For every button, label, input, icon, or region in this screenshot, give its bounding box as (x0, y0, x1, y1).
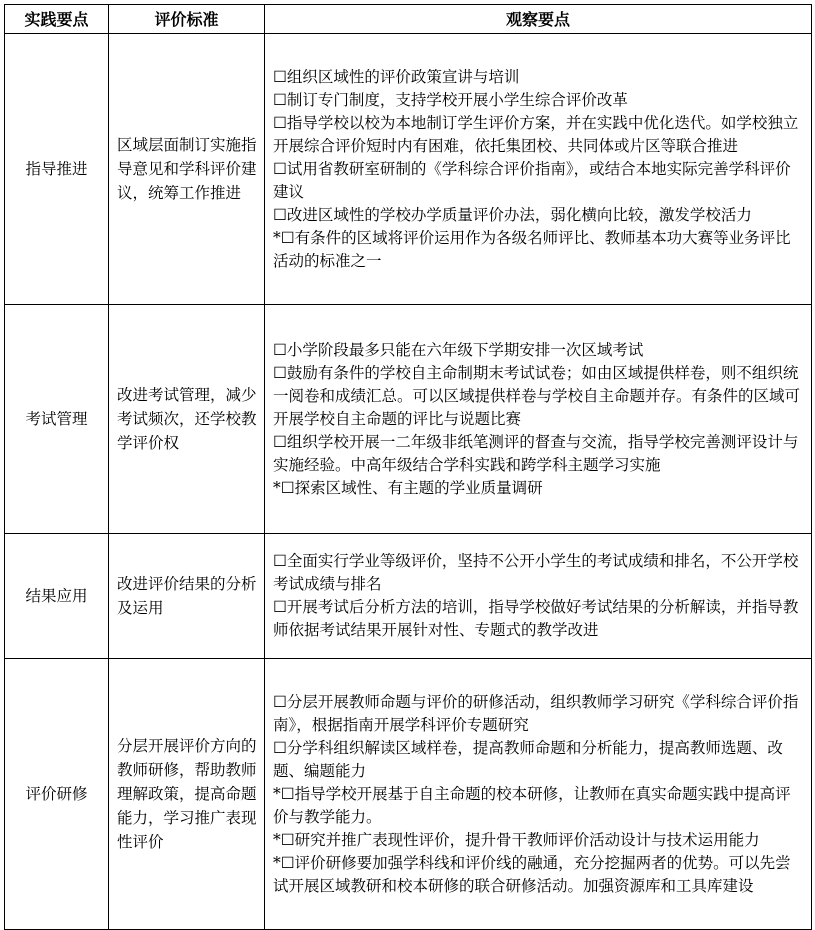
evaluation-table (4, 4, 812, 930)
observation-points-cell (265, 305, 812, 534)
observation-item: ☐组织学校开展一二年级非纸笔测评的督查与交流，指导学校完善测评设计与实施经验。中高年级结合学科实践和跨学科主题学习实施 (273, 432, 799, 474)
observation-item: *☐评价研修要加强学科线和评价线的融通，充分挖掘两者的优势。可以先尝试开展区域教研和校本研修的联合研修活动。加强资源库和工具库建设 (273, 853, 791, 895)
observation-item: ☐开展考试后分析方法的培训，指导学校做好考试结果的分析解读，并指导教师依据考试结果开展针对性、专题式的教学改进 (273, 598, 799, 639)
observation-item: *☐探索区域性、有主题的学业质量调研 (273, 478, 543, 497)
evaluation-standard-cell: 改进考试管理，减少考试频次，还学校教学评价权 (109, 305, 265, 534)
observation-item: ☐组织区域性的评价政策宣讲与培训 (273, 67, 520, 86)
table-row (5, 305, 812, 534)
observation-item: ☐试用省教研室研制的《学科综合评价指南》，或结合本地实际完善学科评价建议 (273, 159, 791, 201)
observation-points-cell (265, 659, 812, 930)
observation-points-cell (265, 534, 812, 659)
observation-item: ☐全面实行学业等级评价，坚持不公开小学生的考试成绩和排名，不公开学校考试成绩与排名 (273, 552, 799, 593)
table-row (5, 659, 812, 930)
observation-item: ☐小学阶段最多只能在六年级下学期安排一次区域考试 (273, 340, 644, 359)
observation-item: ☐改进区域性的学校办学质量评价办法，弱化横向比较，激发学校活力 (273, 205, 752, 224)
observation-item: *☐指导学校开展基于自主命题的校本研修，让教师在真实命题实践中提高评价与教学能力。 (273, 784, 791, 826)
header-evaluation-standard: 评价标准 (109, 5, 265, 34)
practice-point-cell: 考试管理 (5, 305, 109, 534)
observation-item: *☐研究并推广表现性评价，提升骨干教师评价活动设计与技术运用能力 (273, 830, 760, 849)
practice-point-cell: 结果应用 (5, 534, 109, 659)
table-row (5, 34, 812, 305)
table-header-row (5, 5, 812, 34)
observation-points-cell (265, 34, 812, 305)
observation-item: *☐有条件的区域将评价运用作为各级名师评比、教师基本功大赛等业务评比活动的标准之一 (273, 228, 791, 270)
practice-point-cell: 指导推进 (5, 34, 109, 305)
evaluation-standard-cell: 分层开展评价方向的教师研修，帮助教师理解政策，提高命题能力，学习推广表现性评价 (109, 659, 265, 930)
evaluation-standard-cell: 改进评价结果的分析及运用 (109, 534, 265, 659)
practice-point-cell: 评价研修 (5, 659, 109, 930)
observation-item: ☐分学科组织解读区域样卷，提高教师命题和分析能力，提高教师选题、改题、编题能力 (273, 738, 783, 780)
header-practice-point: 实践要点 (5, 5, 109, 34)
observation-item: ☐分层开展教师命题与评价的研修活动，组织教师学习研究《学科综合评价指南》，根据指南开展学科评价专题研究 (273, 692, 799, 734)
header-observation-point: 观察要点 (265, 5, 812, 34)
observation-item: ☐制订专门制度，支持学校开展小学生综合评价改革 (273, 90, 628, 109)
observation-item: ☐鼓励有条件的学校自主命制期末考试试卷；如由区域提供样卷，则不组织统一阅卷和成绩汇总。可以区域提供样卷与学校自主命题并存。有条件的区域可开展学校自主命题的评比与说题比赛 (273, 363, 801, 428)
observation-item: ☐指导学校以校为本地制订学生评价方案，并在实践中优化迭代。如学校独立开展综合评价短时内有困难，依托集团校、共同体或片区等联合推进 (273, 113, 799, 155)
evaluation-standard-cell: 区域层面制订实施指导意见和学科评价建议，统筹工作推进 (109, 34, 265, 305)
table-row (5, 534, 812, 659)
